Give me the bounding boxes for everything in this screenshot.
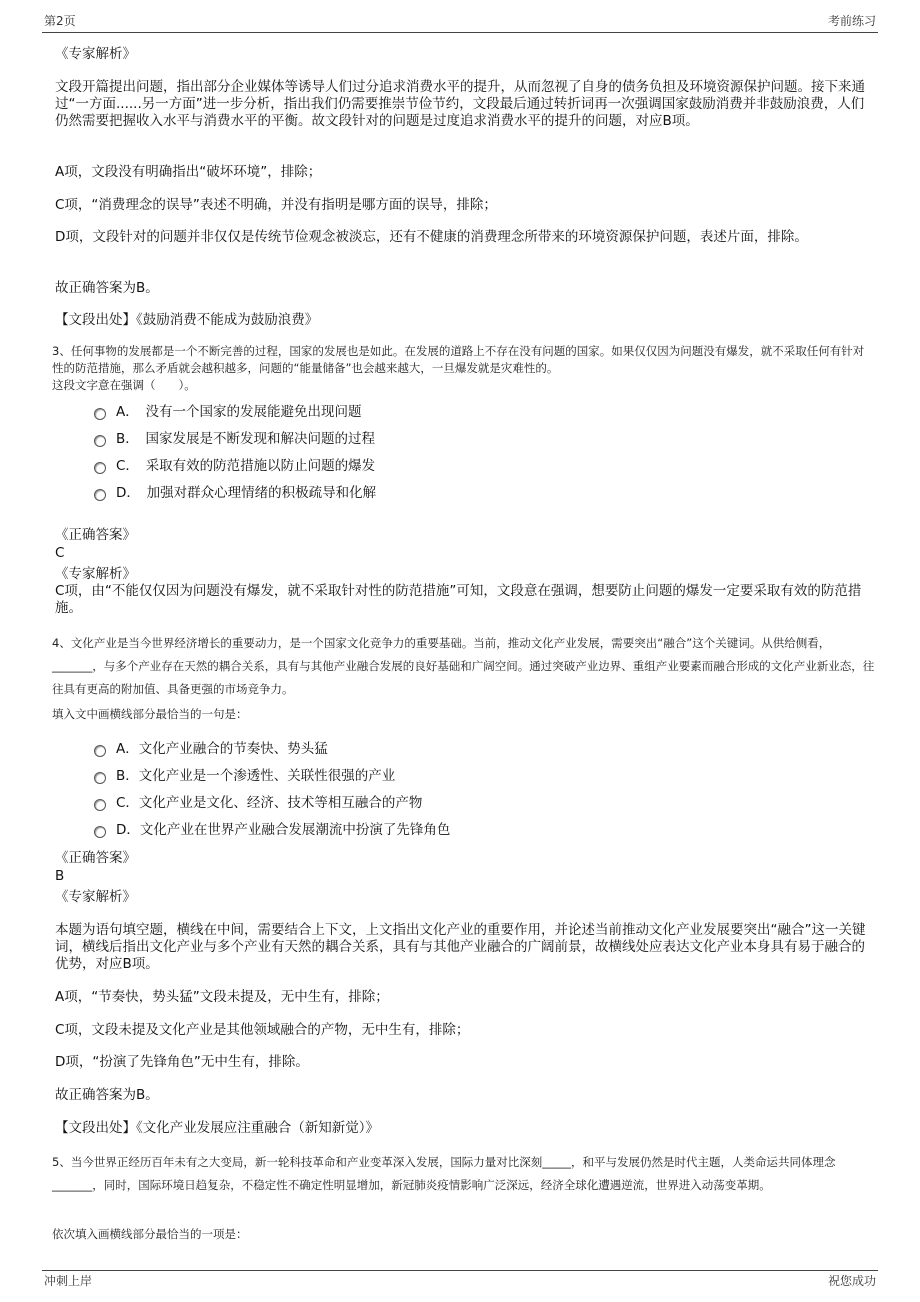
analysis-label: 《专家解析》 bbox=[55, 889, 136, 905]
answer: C bbox=[55, 545, 65, 561]
q3-option-b[interactable]: B． 国家发展是不断发现和解决问题的过程 bbox=[94, 430, 375, 448]
q4-option-b[interactable]: B．文化产业是一个渗透性、关联性很强的产业 bbox=[94, 767, 395, 785]
answer-label: 《正确答案》 bbox=[55, 527, 136, 543]
analysis-text: C项，由“不能仅仅因为问题没有爆发，就不采取针对性的防范措施”可知，文段意在强调，想要防止问题的爆发一定要采取有效的防范措施。 bbox=[55, 583, 862, 616]
question-4-prompt: 填入文中画横线部分最恰当的一句是： bbox=[52, 707, 248, 721]
analysis-text: 文段开篇提出问题，指出部分企业媒体等诱导人们过分追求消费水平的提升，从而忽视了自身的债务负担及环境资源保护问题。接下来通过“一方面......另一方面”进一步分析，指出我们仍需要推崇节俭节约，文段最后通过转折词再一次强调国家鼓励消费并非鼓励浪费，人们仍然需要把握收入水平与消费水平的平衡。故文段针对的问题是过度追求消费水平的提升的问题，对应B项。 bbox=[55, 79, 865, 129]
analysis-text: 本题为语句填空题，横线在中间，需要结合上下文，上文指出文化产业的重要作用，并论述当前推动文化产业发展要突出“融合”这一关键词，横线后指出文化产业与多个产业有天然的耦合关系，具有与其他产业融合的广阔前景，故横线处应表达文化产业本身具有易于融合的优势，对应B项。 bbox=[55, 922, 866, 972]
radio-icon[interactable] bbox=[94, 489, 106, 501]
analysis-label: 《专家解析》 bbox=[55, 46, 136, 62]
footer-right: 祝您成功 bbox=[827, 1274, 876, 1288]
conclusion: 故正确答案为B。 bbox=[55, 1087, 159, 1103]
option-a-note: A项，“节奏快，势头猛”文段未提及，无中生有，排除； bbox=[55, 989, 389, 1005]
option-c-note: C项，“消费理念的误导”表述不明确，并没有指明是哪方面的误导，排除； bbox=[55, 197, 497, 213]
option-c-note: C项，文段未提及文化产业是其他领域融合的产物，无中生有，排除； bbox=[55, 1022, 470, 1038]
question-5-prompt: 依次填入画横线部分最恰当的一项是： bbox=[52, 1227, 248, 1241]
source: 【文段出处】《文化产业发展应注重融合（新知新觉）》 bbox=[55, 1120, 379, 1136]
question-4-stem: 4、文化产业是当今世界经济增长的重要动力，是一个国家文化竞争力的重要基础。当前，推动文化产业发展，需要突出“融合”这个关键词。从供给侧看，_______，与多个产业存在天然的耦合关系，具有与其他产业融合发展的良好基础和广阔空间。通过突破产业边界、重组产业要素而融合形成的文化产业新业态，往往具有更高的附加值、具备更强的市场竞争力。 bbox=[52, 636, 875, 696]
radio-icon[interactable] bbox=[94, 435, 106, 447]
q3-option-d[interactable]: D． 加强对群众心理情绪的积极疏导和化解 bbox=[94, 484, 376, 502]
radio-icon[interactable] bbox=[94, 772, 106, 784]
option-d-note: D项，文段针对的问题并非仅仅是传统节俭观念被淡忘，还有不健康的消费理念所带来的环境资源保护问题，表述片面，排除。 bbox=[55, 229, 808, 245]
radio-icon[interactable] bbox=[94, 826, 106, 838]
question-3-stem: 3、任何事物的发展都是一个不断完善的过程，国家的发展也是如此。在发展的道路上不存在没有问题的国家。如果仅仅因为问题没有爆发，就不采取任何有针对性的防范措施，那么矛盾就会越积越多，问题的“能量储备”也会越来越大，一旦爆发就是灾难性的。 bbox=[52, 344, 865, 375]
header-title: 考前练习 bbox=[827, 14, 876, 28]
option-a-note: A项，文段没有明确指出“破坏环境”，排除； bbox=[55, 164, 322, 180]
conclusion: 故正确答案为B。 bbox=[55, 280, 159, 296]
radio-icon[interactable] bbox=[94, 462, 106, 474]
header-rule bbox=[42, 32, 878, 33]
page-number: 第2页 bbox=[44, 14, 76, 28]
footer-rule bbox=[42, 1270, 878, 1271]
analysis-label: 《专家解析》 bbox=[55, 566, 136, 582]
q4-option-d[interactable]: D．文化产业在世界产业融合发展潮流中扮演了先锋角色 bbox=[94, 821, 450, 839]
radio-icon[interactable] bbox=[94, 799, 106, 811]
answer: B bbox=[55, 868, 65, 884]
option-d-note: D项，“扮演了先锋角色”无中生有，排除。 bbox=[55, 1054, 309, 1070]
q4-option-a[interactable]: A．文化产业融合的节奏快、势头猛 bbox=[94, 740, 328, 758]
radio-icon[interactable] bbox=[94, 745, 106, 757]
q3-option-c[interactable]: C． 采取有效的防范措施以防止问题的爆发 bbox=[94, 457, 375, 475]
q4-option-c[interactable]: C．文化产业是文化、经济、技术等相互融合的产物 bbox=[94, 794, 422, 812]
radio-icon[interactable] bbox=[94, 408, 106, 420]
footer-left: 冲刺上岸 bbox=[44, 1274, 93, 1288]
answer-label: 《正确答案》 bbox=[55, 850, 136, 866]
q3-option-a[interactable]: A． 没有一个国家的发展能避免出现问题 bbox=[94, 403, 362, 421]
question-3-prompt: 这段文字意在强调（ ）。 bbox=[52, 378, 196, 392]
question-5-stem: 5、当今世界正经历百年未有之大变局，新一轮科技革命和产业变革深入发展，国际力量对比深刻_____，和平与发展仍然是时代主题，人类命运共同体理念_______，同时，国际环境日趋复杂，不稳定性不确定性明显增加，新冠肺炎疫情影响广泛深远，经济全球化遭遇逆流，世界进入动荡变革期。 bbox=[52, 1155, 836, 1192]
source: 【文段出处】《鼓励消费不能成为鼓励浪费》 bbox=[55, 312, 319, 328]
